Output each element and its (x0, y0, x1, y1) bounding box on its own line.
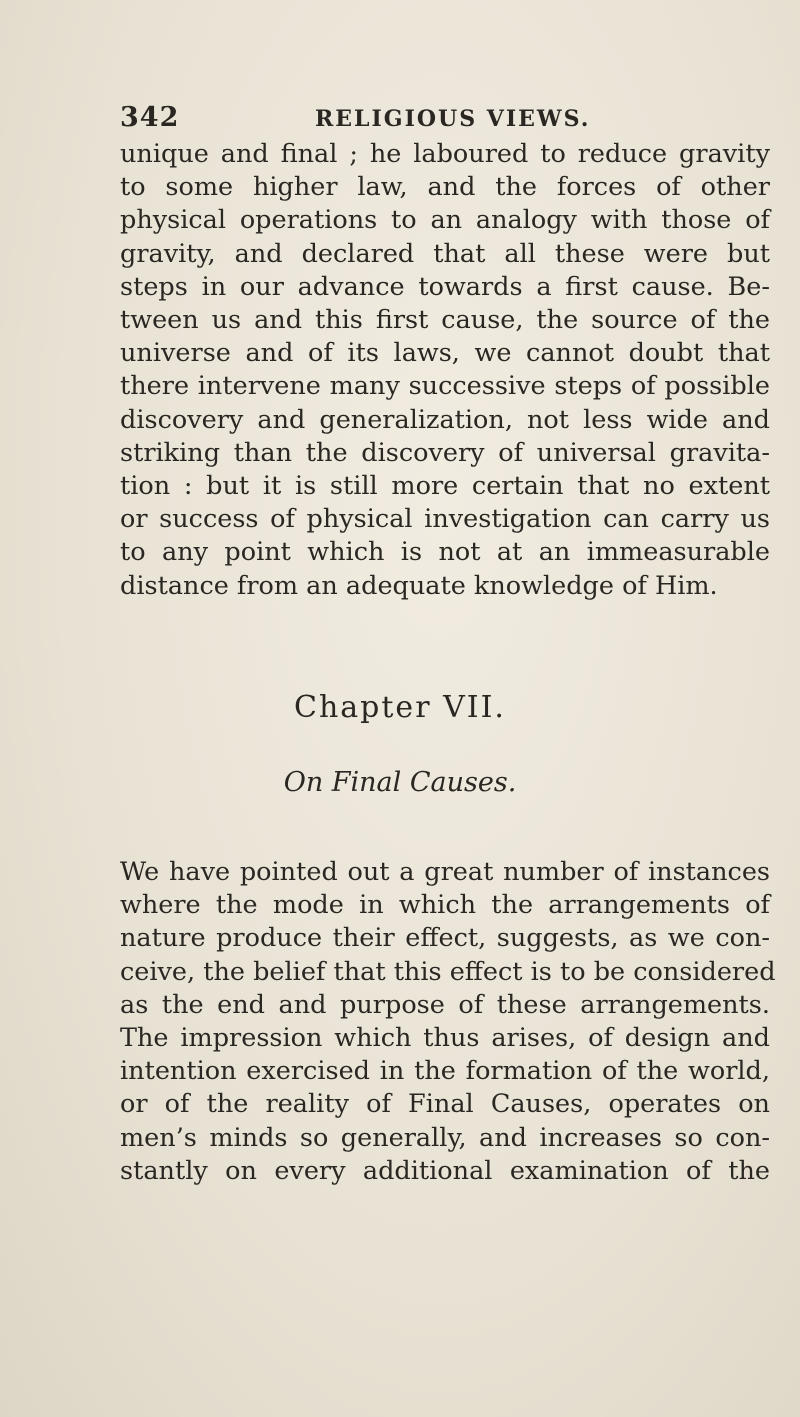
text-line: or of the reality of Final Causes, operates on (120, 1089, 770, 1120)
text-line: gravity, and declared that all these were but (120, 238, 770, 269)
page-header (120, 102, 780, 138)
text-line: or success of physical investigation can carry us (120, 504, 770, 535)
text-line: men’s minds so generally, and increases so con- (120, 1122, 770, 1153)
text-line: intention exercised in the formation of the world, (120, 1056, 770, 1087)
text-line: steps in our advance towards a first cause. Be- (120, 271, 770, 302)
text-line: stantly on every additional examination of the (120, 1155, 770, 1186)
paragraph-1 (120, 138, 770, 603)
text-line: discovery and generalization, not less wide and (120, 404, 770, 435)
text-line: striking than the discovery of universal gravita- (120, 437, 770, 468)
text-line: nature produce their effect, suggests, as we con- (120, 923, 770, 954)
text-line: to some higher law, and the forces of other (120, 172, 770, 203)
paragraph-2 (120, 856, 776, 1188)
text-line: We have pointed out a great number of instances (120, 857, 770, 887)
chapter-subtitle: On Final Causes. (283, 767, 517, 798)
text-line: distance from an adequate knowledge of Him. (120, 570, 718, 601)
text-line: where the mode in which the arrangements of (120, 890, 770, 921)
page-number: 342 (120, 102, 180, 133)
text-line: there intervene many successive steps of possible (120, 371, 770, 402)
running-head: RELIGIOUS VIEWS. (315, 106, 591, 132)
text-line: The impression which thus arises, of design and (120, 1023, 770, 1054)
text-line: as the end and purpose of these arrangements. (120, 989, 770, 1020)
text-line: tion : but it is still more certain that no extent (120, 471, 770, 502)
text-line: ceive, the belief that this effect is to be considered (120, 956, 776, 987)
text-line: universe and of its laws, we cannot doubt that (120, 338, 770, 369)
text-line: to any point which is not at an immeasurable (120, 537, 770, 568)
chapter-title: Chapter VII. (294, 690, 506, 725)
text-line: tween us and this first cause, the source of the (120, 305, 770, 336)
text-line: unique and final ; he laboured to reduce gravity (120, 139, 770, 169)
text-line: physical operations to an analogy with those of (120, 205, 770, 236)
